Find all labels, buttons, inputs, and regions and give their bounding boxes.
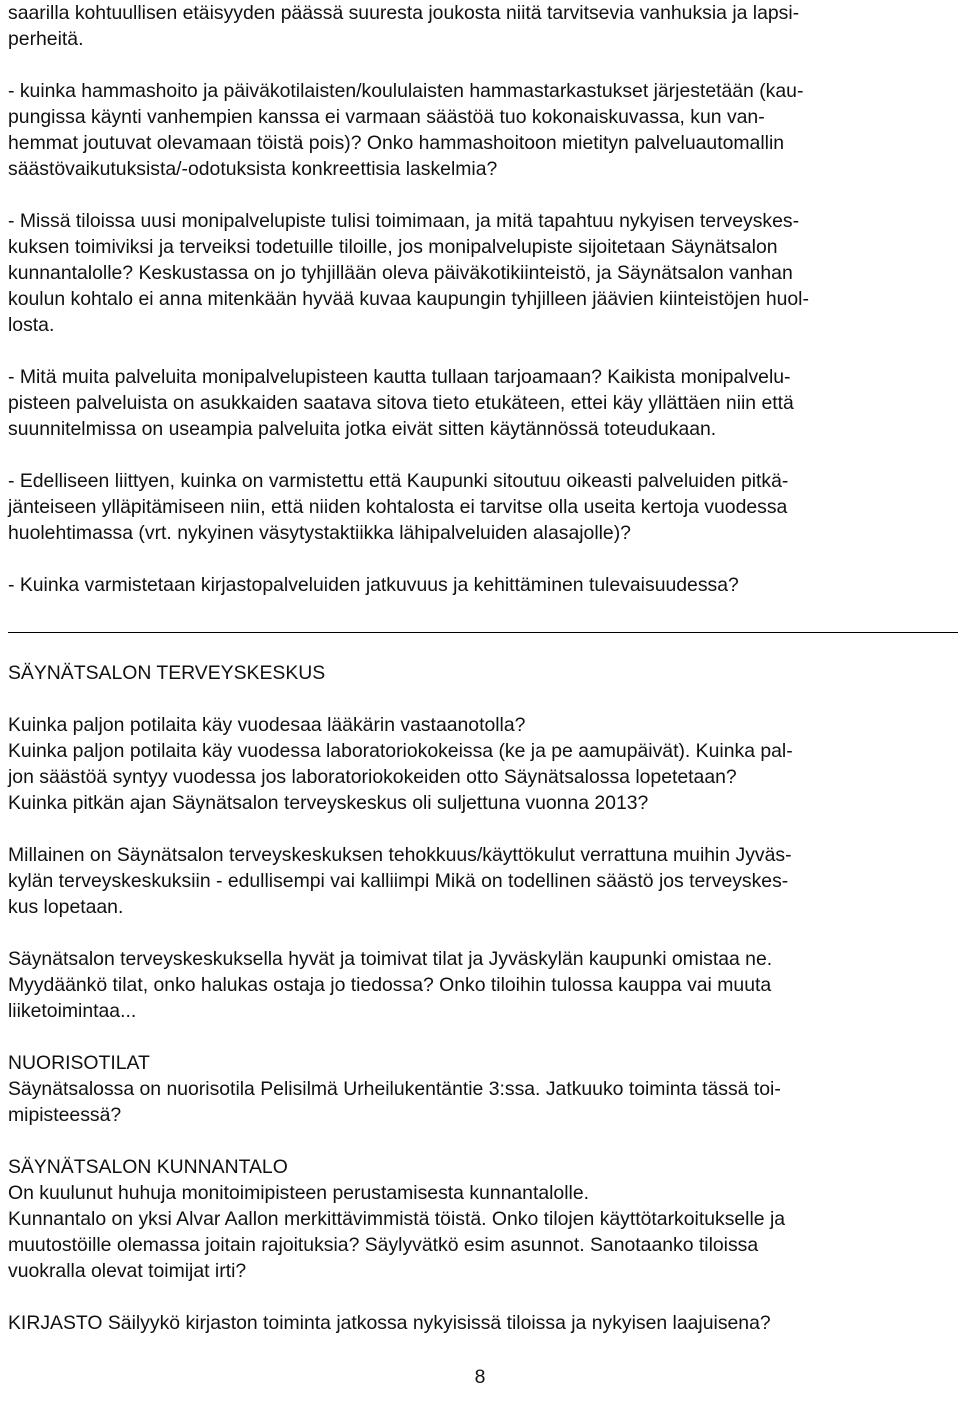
paragraph-youth-facilities	[8, 1050, 953, 1128]
section-heading: NUORISOTILAT	[8, 1052, 150, 1074]
document-lower-section	[8, 660, 953, 1336]
text-line: Kunnantalo on yksi Alvar Aallon merkittävimmistä töistä. Onko tilojen käyttötarkoitukselle ja	[8, 1208, 786, 1230]
text-line: kylän terveyskeskuksiin - edullisempi vai kalliimpi Mikä on todellinen säästö jos terveyskes-	[8, 870, 789, 892]
paragraph-efficiency	[8, 842, 953, 920]
paragraph-long-term-commitment	[8, 468, 953, 546]
text-line: Kuinka paljon potilaita käy vuodessa laboratoriokokeissa (ke ja pe aamupäivät). Kuinka pal-	[8, 740, 793, 762]
paragraph-dental-care	[8, 78, 953, 182]
text-line: KIRJASTO Säilyykö kirjaston toiminta jatkossa nykyisissä tiloissa ja nykyisen laajuisena?	[8, 1312, 771, 1334]
text-line: huolehtimassa (vrt. nykyinen väsytystaktiikka lähipalveluiden alasajolle)?	[8, 522, 631, 544]
text-line: suunnitelmissa on useampia palveluita jotka eivät sitten käytännössä toteudukaan.	[8, 418, 717, 440]
section-heading: SÄYNÄTSALON TERVEYSKESKUS	[8, 662, 326, 684]
text-line: mipisteessä?	[8, 1104, 122, 1126]
paragraph-library	[8, 1310, 953, 1336]
text-line: kus lopetaan.	[8, 896, 124, 918]
text-line: Säynätsalon terveyskeskuksella hyvät ja toimivat tilat ja Jyväskylän kaupunki omistaa ne.	[8, 948, 773, 970]
text-line: säästövaikutuksista/-odotuksista konkreettisia laskelmia?	[8, 158, 498, 180]
paragraph-service-point-location	[8, 208, 953, 338]
text-line: Myydäänkö tilat, onko halukas ostaja jo tiedossa? Onko tiloihin tulossa kauppa vai muuta	[8, 974, 772, 996]
paragraph-town-hall	[8, 1154, 953, 1284]
text-line: Kuinka paljon potilaita käy vuodesaa lääkärin vastaanotolla?	[8, 714, 526, 736]
text-line: On kuulunut huhuja monitoimipisteen perustamisesta kunnantalolle.	[8, 1182, 589, 1204]
text-line: - Edelliseen liittyen, kuinka on varmistettu että Kaupunki sitoutuu oikeasti palveluiden pitkä-	[8, 470, 789, 492]
text-line: muutostöille olemassa joitain rajoituksia? Säylyvätkö esim asunnot. Sanotaanko tiloissa	[8, 1234, 759, 1256]
paragraph-intro-continuation	[8, 0, 953, 52]
text-line: Säynätsalossa on nuorisotila Pelisilmä Urheilukentäntie 3:ssa. Jatkuuko toiminta tässä toi-	[8, 1078, 781, 1100]
text-line: Kuinka pitkän ajan Säynätsalon terveyskeskus oli suljettuna vuonna 2013?	[8, 792, 649, 814]
text-line: hemmat joutuvat olevamaan töistä pois)? Onko hammashoitoon mietityn palveluautomallin	[8, 132, 785, 154]
text-line: Millainen on Säynätsalon terveyskeskuksen tehokkuus/käyttökulut verrattuna muihin Jyväs-	[8, 844, 792, 866]
text-line: liiketoimintaa...	[8, 1000, 137, 1022]
paragraph-patient-counts	[8, 712, 953, 816]
text-line: koulun kohtalo ei anna mitenkään hyvää kuvaa kaupungin tyhjilleen jäävien kiinteistöjen huol-	[8, 288, 809, 310]
text-line: kuksen toimiviksi ja terveiksi todetuille tiloille, jos monipalvelupiste sijoitetaan Säynätsalon	[8, 236, 778, 258]
heading-health-center	[8, 660, 953, 686]
text-line: pisteen palveluista on asukkaiden saatava sitova tieto etukäteen, ettei käy yllättäen niin että	[8, 392, 794, 414]
text-line: - Mitä muita palveluita monipalvelupisteen kautta tullaan tarjoamaan? Kaikista monipalvelu-	[8, 366, 791, 388]
paragraph-premises	[8, 946, 953, 1024]
paragraph-other-services	[8, 364, 953, 442]
text-line: saarilla kohtuullisen etäisyyden päässä suuresta joukosta niitä tarvitsevia vanhuksia ja lapsi-	[8, 2, 800, 24]
paragraph-library-continuity	[8, 572, 953, 598]
text-line: vuokralla olevat toimijat irti?	[8, 1260, 247, 1282]
horizontal-divider	[8, 632, 958, 633]
text-line: jänteiseen ylläpitämiseen niin, että niiden kohtalosta ei tarvitse olla useita kertoja vuodessa	[8, 496, 788, 518]
text-line: kunnantalolle? Keskustassa on jo tyhjillään oleva päiväkotikiinteistö, ja Säynätsalon vanhan	[8, 262, 793, 284]
text-line: losta.	[8, 314, 55, 336]
page-number: 8	[474, 1366, 486, 1388]
text-line: pungissa käynti vanhempien kanssa ei varmaan säästöä tuo kokonaiskuvassa, kun van-	[8, 106, 765, 128]
text-line: - Kuinka varmistetaan kirjastopalveluiden jatkuvuus ja kehittäminen tulevaisuudessa?	[8, 574, 739, 596]
document-upper-section	[8, 0, 953, 598]
text-line: jon säästöä syntyy vuodessa jos laboratoriokokeiden otto Säynätsalossa lopetetaan?	[8, 766, 737, 788]
section-heading: SÄYNÄTSALON KUNNANTALO	[8, 1156, 288, 1178]
text-line: perheitä.	[8, 28, 84, 50]
text-line: - kuinka hammashoito ja päiväkotilaisten/koululaisten hammastarkastukset järjestetään (kau-	[8, 80, 804, 102]
text-line: - Missä tiloissa uusi monipalvelupiste tulisi toimimaan, ja mitä tapahtuu nykyisen terveyskes-	[8, 210, 800, 232]
